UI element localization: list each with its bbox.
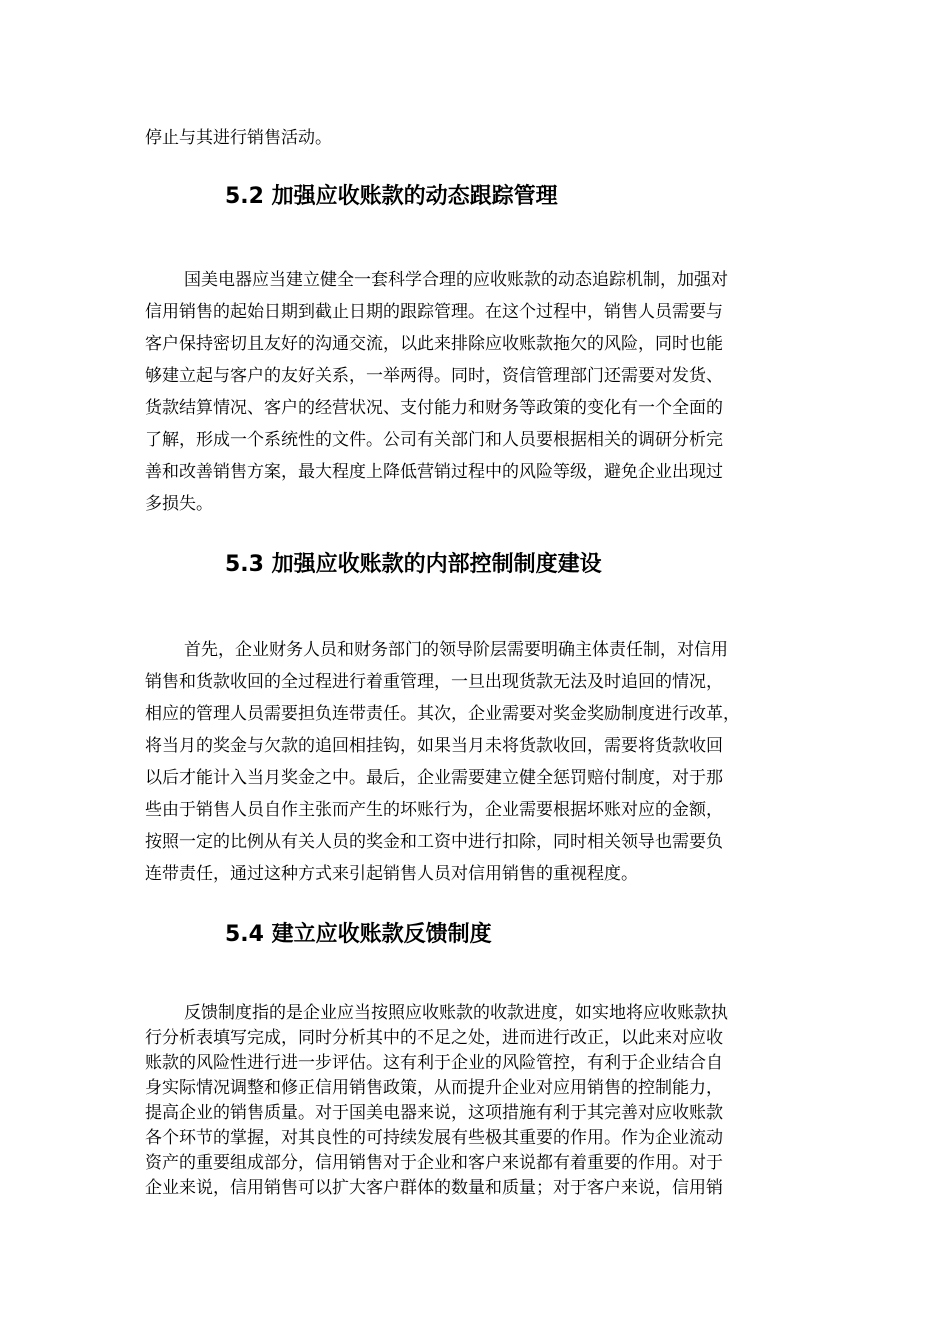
paragraph-line: 连带责任，通过这种方式来引起销售人员对信用销售的重视程度。 <box>145 864 638 884</box>
paragraph-line: 按照一定的比例从有关人员的奖金和工资中进行扣除，同时相关领导也需要负 <box>145 832 723 852</box>
paragraph-line: 资产的重要组成部分，信用销售对于企业和客户来说都有着重要的作用。对于 <box>145 1153 723 1173</box>
paragraph-line: 首先，企业财务人员和财务部门的领导阶层需要明确主体责任制，对信用 <box>184 640 728 660</box>
paragraph-line: 将当月的奖金与欠款的追回相挂钩，如果当月未将货款收回，需要将货款收回 <box>145 736 723 756</box>
paragraph-line: 行分析表填写完成，同时分析其中的不足之处，进而进行改正，以此来对应收 <box>145 1028 723 1048</box>
paragraph-line: 国美电器应当建立健全一套科学合理的应收账款的动态追踪机制，加强对 <box>184 270 728 290</box>
paragraph-line: 停止与其进行销售活动。 <box>145 128 332 148</box>
section-heading-5-3: 5.3 加强应收账款的内部控制制度建设 <box>225 552 602 577</box>
paragraph-line: 客户保持密切且友好的沟通交流，以此来排除应收账款拖欠的风险，同时也能 <box>145 334 723 354</box>
paragraph-line: 以后才能计入当月奖金之中。最后，企业需要建立健全惩罚赔付制度，对于那 <box>145 768 723 788</box>
paragraph-line: 账款的风险性进行进一步评估。这有利于企业的风险管控，有利于企业结合自 <box>145 1053 723 1073</box>
paragraph-line: 货款结算情况、客户的经营状况、支付能力和财务等政策的变化有一个全面的 <box>145 398 723 418</box>
paragraph-line: 销售和货款收回的全过程进行着重管理，一旦出现货款无法及时追回的情况， <box>145 672 723 692</box>
paragraph-line: 相应的管理人员需要担负连带责任。其次，企业需要对奖金奖励制度进行改革， <box>145 704 740 724</box>
paragraph-line: 信用销售的起始日期到截止日期的跟踪管理。在这个过程中，销售人员需要与 <box>145 302 723 322</box>
section-heading-5-4: 5.4 建立应收账款反馈制度 <box>225 922 492 947</box>
section-heading-5-2: 5.2 加强应收账款的动态跟踪管理 <box>225 184 558 209</box>
paragraph-line: 些由于销售人员自作主张而产生的坏账行为，企业需要根据坏账对应的金额， <box>145 800 723 820</box>
paragraph-line: 反馈制度指的是企业应当按照应收账款的收款进度，如实地将应收账款执 <box>184 1003 728 1023</box>
paragraph-line: 善和改善销售方案，最大程度上降低营销过程中的风险等级，避免企业出现过 <box>145 462 723 482</box>
paragraph-line: 了解，形成一个系统性的文件。公司有关部门和人员要根据相关的调研分析完 <box>145 430 723 450</box>
paragraph-line: 提高企业的销售质量。对于国美电器来说，这项措施有利于其完善对应收账款 <box>145 1103 723 1123</box>
paragraph-line: 多损失。 <box>145 494 213 514</box>
paragraph-line: 身实际情况调整和修正信用销售政策，从而提升企业对应用销售的控制能力， <box>145 1078 723 1098</box>
paragraph-line: 企业来说，信用销售可以扩大客户群体的数量和质量；对于客户来说，信用销 <box>145 1178 723 1198</box>
paragraph-line: 各个环节的掌握，对其良性的可持续发展有些极其重要的作用。作为企业流动 <box>145 1128 723 1148</box>
paragraph-line: 够建立起与客户的友好关系，一举两得。同时，资信管理部门还需要对发货、 <box>145 366 723 386</box>
